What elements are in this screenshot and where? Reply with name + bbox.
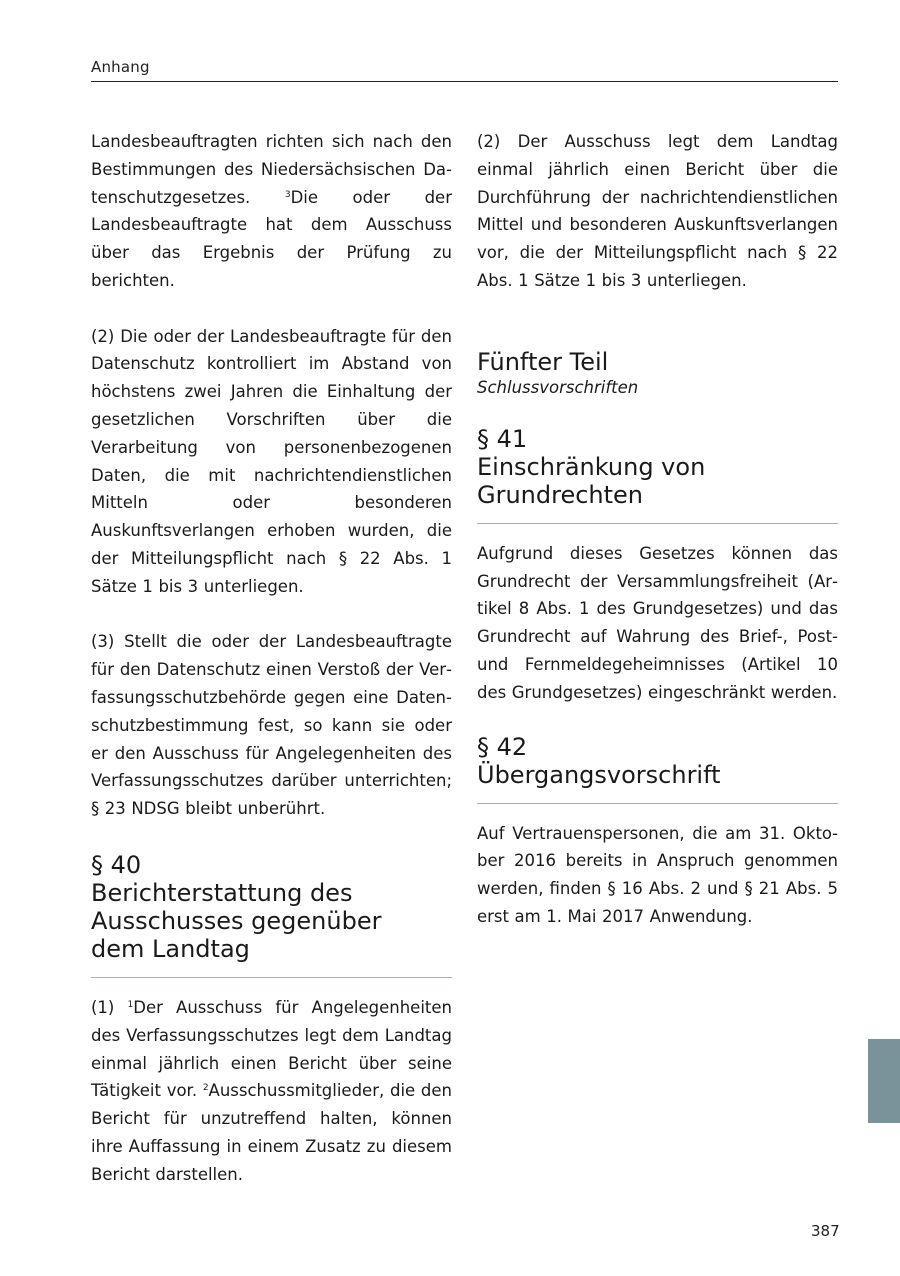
part-subtitle: Schlussvorschriften [477,377,639,397]
paragraph-3: (3) Stellt die oder der Landesbeauftragte für den Datenschutz einen Verstoß der Verfassungsschutzbehörde gegen eine Datenschutzbestimmung fest, so kann sie oder er den Ausschuss für Angelegenheiten des Verfassungsschutzes darüber unterrichten; § 23 NDSG bleibt unberührt. [91,632,452,819]
paragraph-text: (1) [91,997,128,1017]
paragraph-2: (2) Die oder der Landesbeauftragte für den Datenschutz kontrolliert im Abstand von höchstens zwei Jahren die Einhaltung der gesetzlichen Vorschriften über die Verarbeitung von personenbezogenen Daten, die mit nachrichtendienstlichen Mitteln oder besonderen Auskunftsverlangen erhoben wurden, die der Mitteilungspflicht nach § 22 Abs. 1 Sätze 1 bis 3 unterliegen. [91,326,452,596]
section-rule [91,977,452,978]
paragraph-text: Landesbeauftragten richten sich nach den Bestimmungen des Niedersächsischen Datenschutzgesetzes. [91,132,452,207]
running-header: Anhang [91,58,150,76]
section-40-heading [91,851,452,963]
section-number: § 42 [477,732,528,761]
right-column [477,128,838,931]
sentence-number: 3 [284,189,291,200]
paragraph-continuation [91,128,452,295]
section-rule [477,523,838,524]
section-number: § 41 [477,424,528,453]
section-41-text: Aufgrund dieses Gesetzes können das Grundrecht der Versammlungsfreiheit (Artikel 8 Abs. 1 des Grundgesetzes) und das Grundrecht auf Wahrung des Brief-, Post- und Fernmeldegeheimnisses (Artikel 10 des Grundgesetzes) eingeschränkt werden. [477,543,838,702]
left-column [91,128,452,1189]
section-title-line: Ausschusses gegenüber [91,906,382,935]
section-title-line: dem Landtag [91,934,250,963]
section-42-heading [477,733,838,789]
section-rule [477,803,838,804]
sentence-number: 1 [127,999,134,1010]
chapter-thumb-tab [868,1039,900,1123]
section-42-text: Auf Vertrauenspersonen, die am 31. Oktober 2016 bereits in Anspruch genommen werden, finden § 16 Abs. 2 und § 21 Abs. 5 erst am 1. Mai 2017 Anwendung. [477,823,838,926]
paragraph-text: Die oder der Landesbeauftragte hat dem Ausschuss über das Ergebnis der Prüfung zu berichten. [91,187,452,290]
section-title-line: Grundrechten [477,480,644,509]
part-title: Fünfter Teil [477,347,609,376]
section-title-line: Übergangsvorschrift [477,760,721,789]
paragraph-text: Ausschussmitglieder, die den Bericht für unzutreffend halten, können ihre Auffassung in einem Zusatz zu diesem Bericht darstellen. [91,1081,452,1184]
sentence-number: 2 [202,1083,209,1094]
part-heading [477,347,838,399]
section-title-line: Berichterstattung des [91,878,353,907]
header-rule [91,81,838,82]
section-41-heading [477,425,838,509]
paragraph-2: (2) Der Ausschuss legt dem Landtag einmal jährlich einen Bericht über die Durchführung der nachrichtendienstlichen Mittel und besonderen Auskunftsverlangen vor, die der Mitteilungspflicht nach § 22 Abs. 1 Sätze 1 bis 3 unterliegen. [477,132,838,290]
paragraph-text: Der Ausschuss für Angelegenheiten des Verfassungsschutzes legt dem Landtag einmal jährlich einen Bericht über seine Tätigkeit vor. [91,997,452,1101]
page-number: 387 [811,1222,840,1240]
section-number: § 40 [91,850,142,879]
section-40-paragraph-1 [91,994,452,1189]
section-title-line: Einschränkung von [477,452,706,481]
